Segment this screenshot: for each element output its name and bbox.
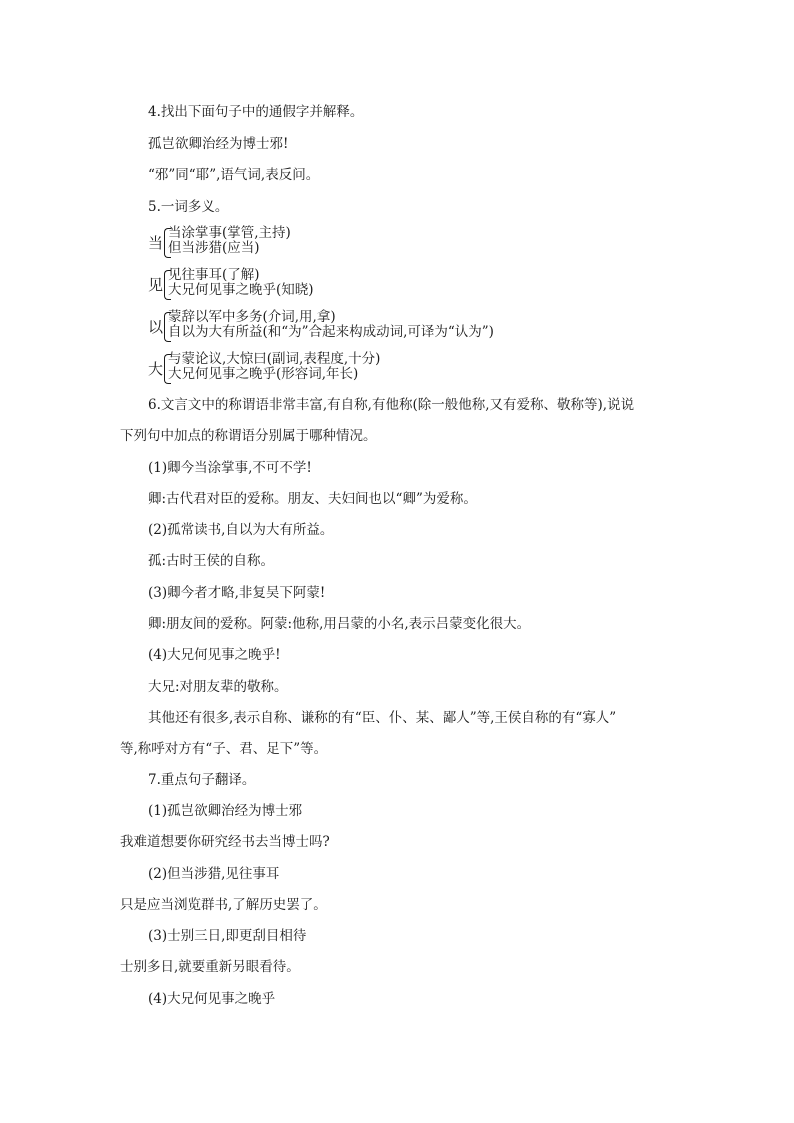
polysemy-item: 自以为大有所益(和“为”合起来构成动词,可译为“认为”) — [168, 324, 494, 340]
q5-heading: 5.一词多义。 — [148, 199, 229, 215]
q6-question: (4)大兄何见事之晚乎! — [148, 647, 281, 663]
q6-answer: 大兄:对朋友辈的敬称。 — [148, 679, 288, 695]
q6-heading-cont: 下列句中加点的称谓语分别属于哪种情况。 — [120, 428, 377, 444]
q7-question: (1)孤岂欲卿治经为博士邪 — [148, 803, 303, 819]
polysemy-head: 以 — [148, 318, 164, 336]
q6-question: (1)卿今当涂掌事,不可不学! — [148, 460, 312, 476]
q4-heading: 4.找出下面句子中的通假字并解释。 — [148, 104, 364, 120]
q7-translation: 我难道想要你研究经书去当博士吗? — [120, 834, 330, 850]
q6-answer: 孤:古时王侯的自称。 — [148, 553, 275, 569]
q6-heading: 6.文言文中的称谓语非常丰富,有自称,有他称(除一般他称,又有爱称、敬称等),说说 — [148, 397, 635, 413]
polysemy-item: 但当涉猎(应当) — [168, 240, 260, 256]
q7-translation: 只是应当浏览群书,了解历史罢了。 — [120, 897, 327, 913]
polysemy-item: 蒙辞以军中多务(介词,用,拿) — [168, 309, 336, 325]
q7-question: (4)大兄何见事之晚乎 — [148, 991, 276, 1007]
q6-answer: 卿:古代君对臣的爱称。朋友、夫妇间也以“卿”为爱称。 — [148, 491, 477, 507]
polysemy-head: 大 — [148, 360, 164, 378]
q6-question: (3)卿今者才略,非复吴下阿蒙! — [148, 585, 326, 601]
q4-answer: “邪”同“耶”,语气词,表反问。 — [148, 167, 320, 183]
q6-note: 其他还有很多,表示自称、谦称的有“臣、仆、某、鄙人”等,王侯自称的有“寡人” — [148, 710, 617, 726]
q7-question: (3)士别三日,即更刮目相待 — [148, 928, 307, 944]
polysemy-group-jian — [148, 268, 548, 302]
q7-heading: 7.重点句子翻译。 — [148, 772, 256, 788]
polysemy-head: 见 — [148, 276, 164, 294]
q6-question: (2)孤常读书,自以为大有所益。 — [148, 522, 334, 538]
polysemy-group-dang — [148, 226, 548, 260]
polysemy-group-yi — [148, 310, 568, 344]
q4-sentence: 孤岂欲卿治经为博士邪! — [148, 136, 289, 152]
q7-translation: 士别多日,就要重新另眼看待。 — [120, 959, 300, 975]
polysemy-item: 见往事耳(了解) — [168, 267, 260, 283]
q7-question: (2)但当涉猎,见往事耳 — [148, 866, 280, 882]
polysemy-head: 当 — [148, 234, 164, 252]
polysemy-item: 大兄何见事之晚乎(知晓) — [168, 282, 314, 298]
q6-answer: 卿:朋友间的爱称。阿蒙:他称,用吕蒙的小名,表示吕蒙变化很大。 — [148, 616, 531, 632]
polysemy-item: 当涂掌事(掌管,主持) — [168, 225, 291, 241]
polysemy-item: 与蒙论议,大惊曰(副词,表程度,十分) — [168, 351, 381, 367]
polysemy-item: 大兄何见事之晚乎(形容词,年长) — [168, 366, 359, 382]
polysemy-group-da — [148, 352, 548, 386]
q6-note-cont: 等,称呼对方有“子、君、足下”等。 — [120, 741, 328, 757]
